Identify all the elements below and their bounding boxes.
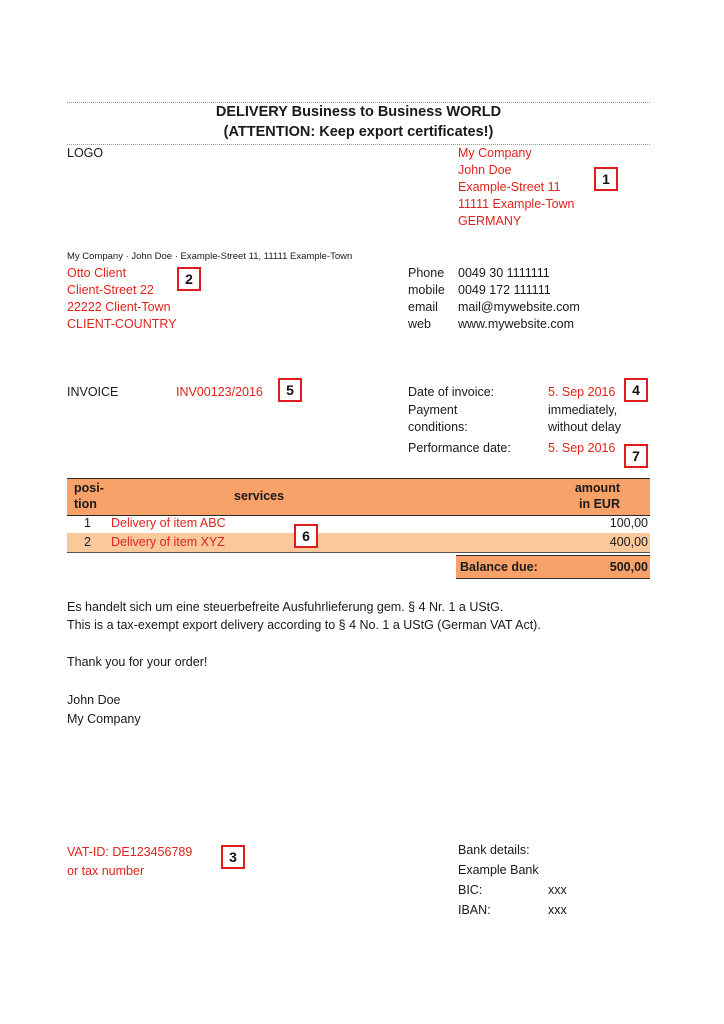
client-name: Otto Client bbox=[67, 266, 127, 280]
contact-values bbox=[458, 265, 580, 333]
marker-4: 4 bbox=[624, 378, 648, 402]
balance-due-value: 500,00 bbox=[609, 560, 648, 574]
marker-5: 5 bbox=[278, 378, 302, 402]
items-table bbox=[67, 478, 650, 578]
marker-2: 2 bbox=[177, 267, 201, 291]
client-country: CLIENT-COUNTRY bbox=[67, 317, 177, 331]
row-service: Delivery of item ABC bbox=[111, 516, 226, 530]
sender-town: 11111 Example-Town bbox=[458, 197, 575, 211]
row-position: 2 bbox=[84, 535, 91, 549]
tax-notes bbox=[67, 598, 541, 634]
tax-note-de: Es handelt sich um eine steuerbefreite Ausfuhrlieferung gem. § 4 Nr. 1 a UStG. bbox=[67, 600, 504, 614]
payment-value-line1: immediately, bbox=[548, 403, 618, 417]
payment-value-line2: without delay bbox=[548, 420, 621, 434]
contact-email-value: mail@mywebsite.com bbox=[458, 300, 580, 314]
invoice-number: INV00123/2016 bbox=[176, 385, 263, 399]
contact-phone-label: Phone bbox=[408, 266, 445, 280]
payment-conditions-label bbox=[408, 402, 468, 436]
bic-value: xxx bbox=[548, 883, 567, 897]
balance-due-label: Balance due: bbox=[460, 560, 538, 574]
table-header bbox=[67, 478, 650, 516]
sender-country: GERMANY bbox=[458, 214, 522, 228]
invoice-date-label: Date of invoice: bbox=[408, 385, 495, 399]
vat-block bbox=[67, 843, 192, 881]
iban-value: xxx bbox=[548, 903, 567, 917]
invoice-date-value: 5. Sep 2016 bbox=[548, 385, 616, 399]
vat-id: VAT-ID: DE123456789 bbox=[67, 845, 193, 859]
marker-7: 7 bbox=[624, 444, 648, 468]
row-service: Delivery of item XYZ bbox=[111, 535, 225, 549]
thank-you-text: Thank you for your order! bbox=[67, 655, 208, 669]
performance-date-label: Performance date: bbox=[408, 441, 511, 455]
page-title-line1: DELIVERY Business to Business WORLD bbox=[215, 104, 502, 120]
contact-mobile-value: 0049 172 111111 bbox=[458, 283, 551, 297]
marker-6: 6 bbox=[294, 524, 318, 548]
bank-heading: Bank details: bbox=[458, 843, 530, 857]
table-total-rule bbox=[67, 552, 650, 553]
marker-1: 1 bbox=[594, 167, 618, 191]
signature-block bbox=[67, 691, 141, 729]
payment-label-line1: Payment bbox=[408, 403, 458, 417]
col-position-header: posi- tion bbox=[74, 481, 104, 511]
client-town: 22222 Client-Town bbox=[67, 300, 171, 314]
row-amount: 100,00 bbox=[609, 516, 648, 530]
col-services-header: services bbox=[234, 489, 285, 503]
col-amount-header: amount in EUR bbox=[574, 481, 620, 511]
row-position: 1 bbox=[84, 516, 91, 530]
tax-note-en: This is a tax-exempt export delivery according to § 4 No. 1 a UStG (German VAT Act). bbox=[67, 618, 541, 632]
iban-label: IBAN: bbox=[458, 903, 491, 917]
page-title-line2: (ATTENTION: Keep export certificates!) bbox=[223, 124, 494, 140]
payment-conditions-value bbox=[548, 402, 621, 436]
table-row bbox=[67, 514, 650, 533]
payment-label-line2: conditions: bbox=[408, 420, 468, 434]
tax-number-note: or tax number bbox=[67, 864, 145, 878]
row-amount: 400,00 bbox=[609, 535, 648, 549]
bank-details bbox=[458, 843, 608, 923]
sender-address bbox=[458, 145, 575, 230]
contact-phone-value: 0049 30 1111111 bbox=[458, 266, 550, 280]
client-address bbox=[67, 265, 177, 333]
contact-web-value: www.mywebsite.com bbox=[458, 317, 574, 331]
sender-street: Example-Street 11 bbox=[458, 180, 561, 194]
bank-name: Example Bank bbox=[458, 863, 539, 877]
bic-label: BIC: bbox=[458, 883, 483, 897]
table-row bbox=[67, 533, 650, 552]
contact-web-label: web bbox=[408, 317, 431, 331]
contact-mobile-label: mobile bbox=[408, 283, 445, 297]
sender-name: John Doe bbox=[458, 163, 512, 177]
invoice-label: INVOICE bbox=[67, 385, 119, 399]
sender-company: My Company bbox=[458, 146, 532, 160]
performance-date-value: 5. Sep 2016 bbox=[548, 441, 616, 455]
marker-3: 3 bbox=[221, 845, 245, 869]
signature-company: My Company bbox=[67, 712, 141, 726]
signature-name: John Doe bbox=[67, 693, 121, 707]
client-street: Client-Street 22 bbox=[67, 283, 154, 297]
logo-placeholder: LOGO bbox=[67, 146, 104, 160]
return-address-line: My Company · John Doe · Example-Street 11, 11111 Example-Town bbox=[67, 251, 353, 262]
contact-labels bbox=[408, 265, 445, 333]
contact-email-label: email bbox=[408, 300, 438, 314]
balance-due-row bbox=[456, 555, 650, 579]
